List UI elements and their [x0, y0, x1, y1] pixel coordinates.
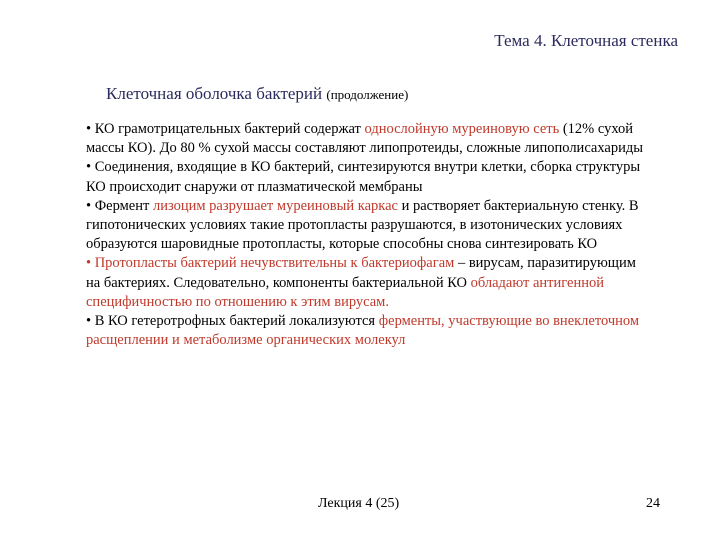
body-text: • Фермент [86, 197, 153, 214]
highlighted-text: однослойную муреиновую сеть [364, 121, 560, 137]
highlighted-text: • Протопласты бактерий нечувствительны к бактериофагам [86, 255, 455, 272]
bullet-paragraph [86, 312, 646, 350]
body-text: • КО грамотрицательных бактерий содержат [86, 121, 365, 137]
body-text: • Соединения, входящие в КО бактерий, синтезируются внутри клетки, сборка структуры КО происходит снаружи от плазматической мембраны [86, 159, 641, 195]
slide-title-note: (продолжение) [326, 87, 409, 102]
highlighted-text: обладают антигенной специфичностью по отношению к этим вирусам. [86, 274, 604, 310]
bullet-paragraph [86, 158, 646, 196]
header-topic: Тема 4. Клеточная стенка [494, 31, 678, 50]
highlighted-text: лизоцим разрушает муреиновый каркас [152, 197, 398, 214]
bullet-paragraph [86, 254, 646, 312]
page-number: 24 [646, 496, 660, 511]
body-text: и растворяет бактериальную стенку. В гипотонических условиях такие протопласты разрушаются, в изотонических условиях образуются шаровидные протопласты, которые способны снова синтезировать КО [86, 197, 639, 253]
slide-content [86, 120, 646, 350]
body-text: – вирусам, паразитирующим на бактериях. Следовательно, компоненты бактериальной КО [86, 255, 636, 291]
slide-title-main: Клеточная оболочка бактерий [106, 84, 323, 103]
bullet-paragraph [86, 120, 646, 158]
slide-title [106, 84, 408, 104]
body-text: (12% сухой массы КО). До 80 % сухой массы составляют липопротеиды, сложные липополисахариды [86, 121, 643, 157]
highlighted-text: ферменты, участвующие во внеклеточном расщеплении и метаболизме органических молекул [86, 313, 640, 349]
bullet-paragraph [86, 197, 646, 255]
footer-lecture: Лекция 4 (25) [318, 496, 400, 511]
body-text: • В КО гетеротрофных бактерий локализуются [86, 313, 379, 330]
